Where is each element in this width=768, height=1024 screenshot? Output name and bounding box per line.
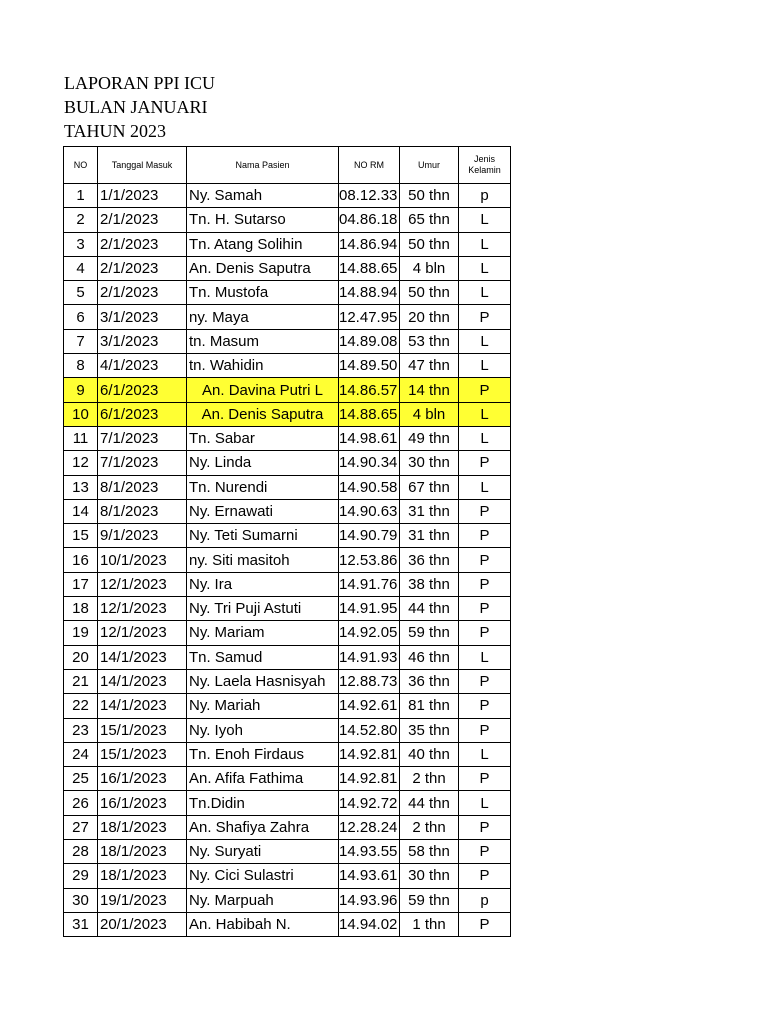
cell-name: Ny. Mariah	[187, 694, 339, 718]
cell-sex: P	[459, 864, 511, 888]
table-row	[64, 621, 511, 645]
cell-sex: P	[459, 669, 511, 693]
table-row	[64, 742, 511, 766]
cell-name: Tn. Nurendi	[187, 475, 339, 499]
table-row	[64, 815, 511, 839]
table-row	[64, 840, 511, 864]
cell-age: 30 thn	[400, 451, 459, 475]
cell-no: 15	[64, 524, 98, 548]
table-row	[64, 912, 511, 936]
cell-no: 5	[64, 281, 98, 305]
cell-age: 50 thn	[400, 281, 459, 305]
cell-date: 6/1/2023	[98, 378, 187, 402]
cell-rm: 14.93.61	[339, 864, 400, 888]
cell-date: 2/1/2023	[98, 232, 187, 256]
cell-age: 1 thn	[400, 912, 459, 936]
cell-date: 16/1/2023	[98, 791, 187, 815]
cell-age: 20 thn	[400, 305, 459, 329]
cell-name: Ny. Teti Sumarni	[187, 524, 339, 548]
cell-name: Tn. Samud	[187, 645, 339, 669]
cell-no: 14	[64, 499, 98, 523]
table-row	[64, 426, 511, 450]
cell-no: 30	[64, 888, 98, 912]
cell-date: 6/1/2023	[98, 402, 187, 426]
cell-date: 18/1/2023	[98, 840, 187, 864]
cell-date: 15/1/2023	[98, 742, 187, 766]
cell-name: An. Denis Saputra	[187, 402, 339, 426]
cell-no: 1	[64, 184, 98, 208]
cell-rm: 14.92.81	[339, 742, 400, 766]
cell-name: Tn. Enoh Firdaus	[187, 742, 339, 766]
cell-sex: P	[459, 840, 511, 864]
cell-date: 10/1/2023	[98, 548, 187, 572]
cell-sex: P	[459, 548, 511, 572]
cell-no: 13	[64, 475, 98, 499]
cell-rm: 14.90.58	[339, 475, 400, 499]
cell-rm: 14.88.94	[339, 281, 400, 305]
cell-sex: P	[459, 524, 511, 548]
table-row	[64, 524, 511, 548]
table-row	[64, 718, 511, 742]
cell-no: 16	[64, 548, 98, 572]
cell-age: 31 thn	[400, 524, 459, 548]
cell-name: An. Shafiya Zahra	[187, 815, 339, 839]
cell-rm: 12.28.24	[339, 815, 400, 839]
table-row	[64, 791, 511, 815]
cell-name: Ny. Samah	[187, 184, 339, 208]
cell-name: ny. Siti masitoh	[187, 548, 339, 572]
column-header-no: NO	[64, 147, 98, 184]
cell-age: 53 thn	[400, 329, 459, 353]
cell-age: 49 thn	[400, 426, 459, 450]
cell-no: 20	[64, 645, 98, 669]
cell-name: Tn. Mustofa	[187, 281, 339, 305]
cell-sex: P	[459, 597, 511, 621]
cell-name: tn. Masum	[187, 329, 339, 353]
cell-age: 4 bln	[400, 402, 459, 426]
cell-name: An. Habibah N.	[187, 912, 339, 936]
cell-name: Ny. Laela Hasnisyah	[187, 669, 339, 693]
table-row	[64, 669, 511, 693]
cell-rm: 14.98.61	[339, 426, 400, 450]
report-title-block	[64, 71, 215, 143]
cell-age: 14 thn	[400, 378, 459, 402]
cell-no: 8	[64, 354, 98, 378]
cell-date: 1/1/2023	[98, 184, 187, 208]
cell-rm: 14.93.55	[339, 840, 400, 864]
cell-no: 7	[64, 329, 98, 353]
cell-no: 6	[64, 305, 98, 329]
table-row	[64, 378, 511, 402]
cell-date: 16/1/2023	[98, 767, 187, 791]
cell-sex: L	[459, 354, 511, 378]
table-row	[64, 184, 511, 208]
cell-date: 3/1/2023	[98, 329, 187, 353]
cell-age: 35 thn	[400, 718, 459, 742]
cell-no: 17	[64, 572, 98, 596]
cell-date: 19/1/2023	[98, 888, 187, 912]
table-row	[64, 645, 511, 669]
cell-name: Tn. Atang Solihin	[187, 232, 339, 256]
cell-no: 12	[64, 451, 98, 475]
cell-age: 50 thn	[400, 232, 459, 256]
cell-sex: L	[459, 475, 511, 499]
cell-sex: L	[459, 329, 511, 353]
cell-name: Ny. Marpuah	[187, 888, 339, 912]
cell-name: Ny. Cici Sulastri	[187, 864, 339, 888]
column-header-rm: NO RM	[339, 147, 400, 184]
cell-rm: 14.90.79	[339, 524, 400, 548]
cell-date: 14/1/2023	[98, 645, 187, 669]
cell-sex: P	[459, 378, 511, 402]
table-row	[64, 767, 511, 791]
cell-date: 12/1/2023	[98, 621, 187, 645]
cell-rm: 14.92.72	[339, 791, 400, 815]
column-header-sex: Jenis Kelamin	[459, 147, 511, 184]
table-row	[64, 305, 511, 329]
cell-age: 36 thn	[400, 669, 459, 693]
cell-no: 26	[64, 791, 98, 815]
cell-age: 38 thn	[400, 572, 459, 596]
cell-rm: 14.90.34	[339, 451, 400, 475]
cell-age: 2 thn	[400, 815, 459, 839]
cell-sex: P	[459, 912, 511, 936]
cell-rm: 12.53.86	[339, 548, 400, 572]
cell-name: Tn. H. Sutarso	[187, 208, 339, 232]
cell-date: 14/1/2023	[98, 669, 187, 693]
cell-date: 4/1/2023	[98, 354, 187, 378]
table-row	[64, 597, 511, 621]
cell-sex: L	[459, 281, 511, 305]
cell-date: 15/1/2023	[98, 718, 187, 742]
cell-rm: 14.89.50	[339, 354, 400, 378]
cell-name: An. Denis Saputra	[187, 256, 339, 280]
cell-sex: L	[459, 791, 511, 815]
cell-age: 40 thn	[400, 742, 459, 766]
cell-sex: L	[459, 208, 511, 232]
cell-no: 28	[64, 840, 98, 864]
table-row	[64, 256, 511, 280]
cell-name: Ny. Iyoh	[187, 718, 339, 742]
cell-rm: 14.88.65	[339, 402, 400, 426]
table-row	[64, 572, 511, 596]
cell-name: Ny. Mariam	[187, 621, 339, 645]
cell-no: 9	[64, 378, 98, 402]
cell-rm: 14.94.02	[339, 912, 400, 936]
cell-age: 30 thn	[400, 864, 459, 888]
report-year: TAHUN 2023	[64, 121, 167, 141]
cell-rm: 12.47.95	[339, 305, 400, 329]
cell-name: Ny. Ira	[187, 572, 339, 596]
table-row	[64, 475, 511, 499]
cell-rm: 14.52.80	[339, 718, 400, 742]
cell-rm: 14.86.94	[339, 232, 400, 256]
cell-no: 18	[64, 597, 98, 621]
cell-no: 2	[64, 208, 98, 232]
cell-no: 23	[64, 718, 98, 742]
report-title: LAPORAN PPI ICU	[64, 73, 216, 93]
column-header-name: Nama Pasien	[187, 147, 339, 184]
table-row	[64, 451, 511, 475]
cell-no: 27	[64, 815, 98, 839]
cell-age: 44 thn	[400, 597, 459, 621]
cell-date: 12/1/2023	[98, 597, 187, 621]
cell-date: 7/1/2023	[98, 451, 187, 475]
cell-rm: 14.86.57	[339, 378, 400, 402]
cell-rm: 12.88.73	[339, 669, 400, 693]
table-row	[64, 208, 511, 232]
cell-rm: 04.86.18	[339, 208, 400, 232]
table-row	[64, 329, 511, 353]
cell-no: 4	[64, 256, 98, 280]
cell-age: 44 thn	[400, 791, 459, 815]
cell-sex: P	[459, 572, 511, 596]
cell-rm: 14.91.95	[339, 597, 400, 621]
cell-sex: L	[459, 645, 511, 669]
cell-name: An. Davina Putri L	[187, 378, 339, 402]
cell-rm: 14.92.05	[339, 621, 400, 645]
cell-date: 8/1/2023	[98, 475, 187, 499]
cell-sex: P	[459, 815, 511, 839]
cell-sex: L	[459, 232, 511, 256]
cell-sex: P	[459, 718, 511, 742]
table-header-row	[64, 147, 511, 184]
cell-date: 20/1/2023	[98, 912, 187, 936]
cell-date: 18/1/2023	[98, 815, 187, 839]
table-row	[64, 499, 511, 523]
table-row	[64, 864, 511, 888]
cell-no: 11	[64, 426, 98, 450]
cell-sex: L	[459, 256, 511, 280]
cell-age: 67 thn	[400, 475, 459, 499]
cell-rm: 14.92.81	[339, 767, 400, 791]
cell-rm: 14.90.63	[339, 499, 400, 523]
table-row	[64, 694, 511, 718]
report-month: BULAN JANUARI	[64, 97, 208, 117]
cell-sex: p	[459, 888, 511, 912]
cell-name: Ny. Linda	[187, 451, 339, 475]
cell-name: tn. Wahidin	[187, 354, 339, 378]
cell-date: 7/1/2023	[98, 426, 187, 450]
cell-date: 8/1/2023	[98, 499, 187, 523]
column-header-date: Tanggal Masuk	[98, 147, 187, 184]
cell-rm: 14.88.65	[339, 256, 400, 280]
cell-age: 2 thn	[400, 767, 459, 791]
cell-age: 31 thn	[400, 499, 459, 523]
table-row	[64, 354, 511, 378]
cell-no: 3	[64, 232, 98, 256]
cell-name: Tn.Didin	[187, 791, 339, 815]
cell-name: Ny. Suryati	[187, 840, 339, 864]
cell-no: 25	[64, 767, 98, 791]
cell-sex: P	[459, 499, 511, 523]
cell-rm: 14.91.93	[339, 645, 400, 669]
cell-age: 47 thn	[400, 354, 459, 378]
cell-sex: L	[459, 426, 511, 450]
cell-age: 50 thn	[400, 184, 459, 208]
cell-name: An. Afifa Fathima	[187, 767, 339, 791]
cell-date: 3/1/2023	[98, 305, 187, 329]
cell-age: 36 thn	[400, 548, 459, 572]
table-row	[64, 402, 511, 426]
cell-date: 2/1/2023	[98, 208, 187, 232]
cell-date: 9/1/2023	[98, 524, 187, 548]
cell-sex: P	[459, 621, 511, 645]
cell-age: 65 thn	[400, 208, 459, 232]
cell-rm: 08.12.33	[339, 184, 400, 208]
cell-date: 2/1/2023	[98, 281, 187, 305]
cell-date: 18/1/2023	[98, 864, 187, 888]
cell-age: 81 thn	[400, 694, 459, 718]
cell-no: 31	[64, 912, 98, 936]
cell-rm: 14.89.08	[339, 329, 400, 353]
table-row	[64, 232, 511, 256]
cell-age: 59 thn	[400, 621, 459, 645]
cell-age: 4 bln	[400, 256, 459, 280]
cell-no: 24	[64, 742, 98, 766]
cell-no: 19	[64, 621, 98, 645]
cell-sex: P	[459, 305, 511, 329]
column-header-age: Umur	[400, 147, 459, 184]
cell-no: 29	[64, 864, 98, 888]
cell-age: 58 thn	[400, 840, 459, 864]
cell-name: Ny. Ernawati	[187, 499, 339, 523]
cell-no: 21	[64, 669, 98, 693]
cell-rm: 14.92.61	[339, 694, 400, 718]
table-row	[64, 281, 511, 305]
cell-no: 10	[64, 402, 98, 426]
cell-age: 59 thn	[400, 888, 459, 912]
cell-sex: P	[459, 694, 511, 718]
cell-date: 14/1/2023	[98, 694, 187, 718]
cell-name: Ny. Tri Puji Astuti	[187, 597, 339, 621]
table-row	[64, 888, 511, 912]
cell-sex: L	[459, 402, 511, 426]
cell-rm: 14.93.96	[339, 888, 400, 912]
cell-sex: L	[459, 742, 511, 766]
cell-sex: p	[459, 184, 511, 208]
cell-sex: P	[459, 451, 511, 475]
cell-name: ny. Maya	[187, 305, 339, 329]
patient-table	[63, 146, 511, 937]
table-body	[64, 184, 511, 937]
cell-sex: P	[459, 767, 511, 791]
cell-name: Tn. Sabar	[187, 426, 339, 450]
table-row	[64, 548, 511, 572]
cell-date: 2/1/2023	[98, 256, 187, 280]
cell-rm: 14.91.76	[339, 572, 400, 596]
cell-date: 12/1/2023	[98, 572, 187, 596]
cell-no: 22	[64, 694, 98, 718]
cell-age: 46 thn	[400, 645, 459, 669]
